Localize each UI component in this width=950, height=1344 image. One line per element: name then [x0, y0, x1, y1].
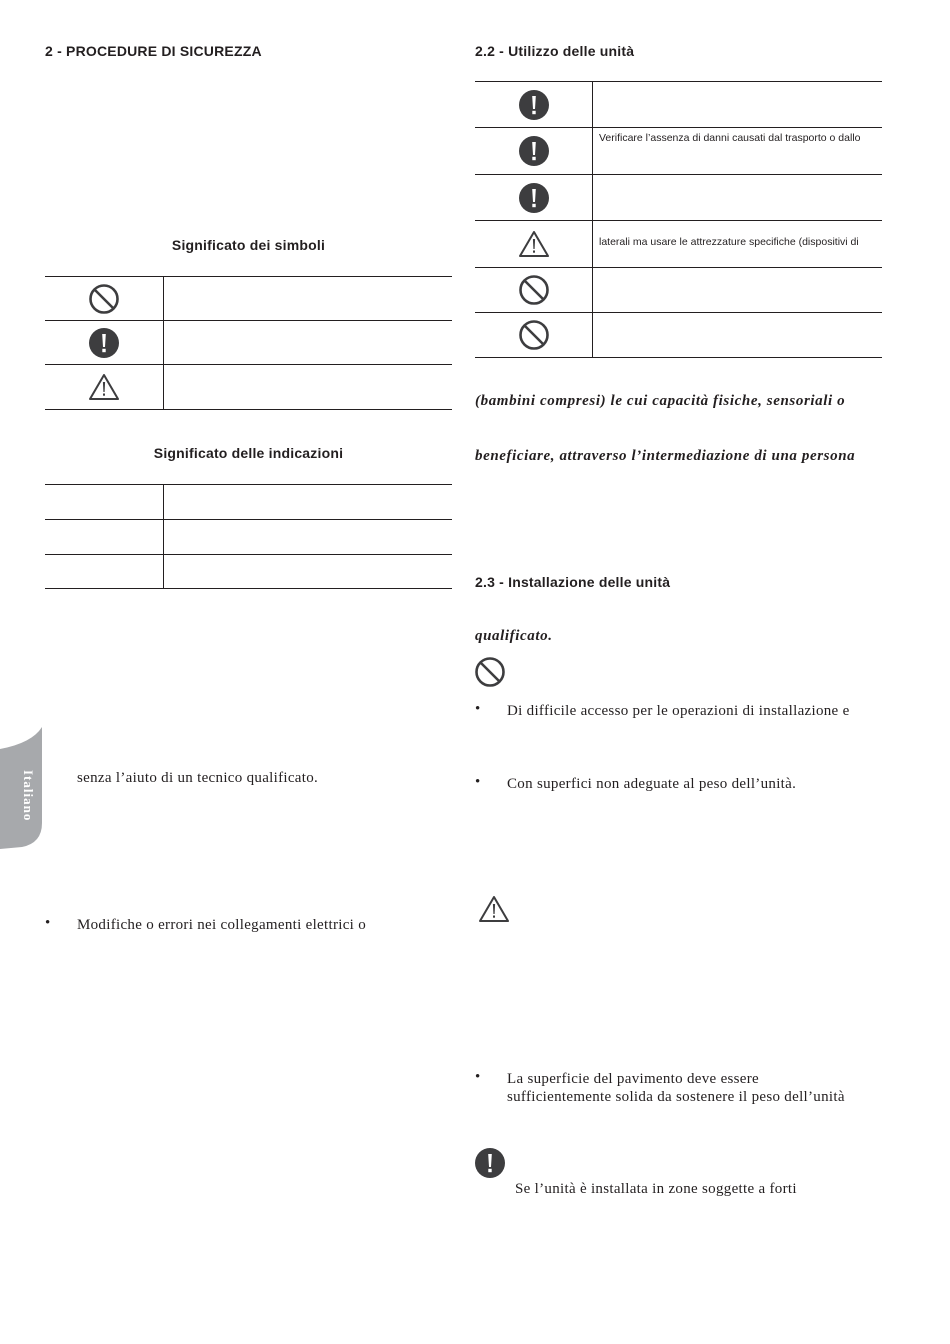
indication-text	[164, 520, 452, 554]
paragraph-strong-winds: Se l’unità è installata in zone soggette a forti	[515, 1181, 797, 1197]
usage-table-row	[475, 221, 882, 268]
indications-table-row	[45, 520, 452, 555]
usage-table-row	[475, 268, 882, 313]
prohibition-icon	[475, 313, 593, 357]
symbols-table-title: Significato dei simboli	[171, 237, 326, 253]
exclamation-icon	[475, 82, 593, 127]
bullet-marker: •	[475, 774, 481, 790]
italic-line-children: (bambini compresi) le cui capacità fisiche, sensoriali o	[475, 393, 846, 409]
usage-table-text	[593, 175, 882, 220]
section-title-procedure-sicurezza: 2 - PROCEDURE DI SICUREZZA	[45, 43, 262, 59]
warning-triangle-icon	[478, 895, 510, 923]
symbols-table-row	[45, 277, 452, 321]
indication-label	[45, 485, 164, 519]
indication-label	[45, 555, 164, 588]
usage-table-text: Verificare l’assenza di danni causati dal trasporto o dallo	[599, 132, 861, 144]
usage-table-text	[593, 82, 882, 127]
usage-table-text	[593, 313, 882, 357]
paragraph-technician: senza l’aiuto di un tecnico qualificato.	[77, 770, 319, 786]
prohibition-icon	[475, 268, 593, 312]
language-tab-label: Italiano	[21, 770, 36, 822]
indication-text	[164, 485, 452, 519]
bullet-marker: •	[475, 701, 481, 717]
symbols-table-text	[164, 365, 452, 409]
bullet-floor-line1: La superficie del pavimento deve essere	[507, 1071, 760, 1087]
indications-table-row	[45, 555, 452, 589]
usage-table	[475, 81, 882, 358]
exclamation-icon	[45, 321, 164, 364]
bullet-difficult-access: Di difficile accesso per le operazioni di installazione e	[507, 703, 850, 719]
italic-line-beneficiare: beneficiare, attraverso l’intermediazione di una persona	[475, 448, 856, 464]
bullet-floor-line2: sufficientemente solida da sostenere il peso dell’unità	[507, 1089, 845, 1105]
symbols-table-text	[164, 277, 452, 320]
bullet-marker: •	[45, 915, 51, 931]
warning-triangle-icon	[475, 221, 593, 267]
bullet-surfaces: Con superfici non adeguate al peso dell’unità.	[507, 776, 797, 792]
italic-qualificato: qualificato.	[475, 628, 553, 644]
exclamation-icon	[474, 1147, 506, 1179]
exclamation-icon	[475, 175, 593, 220]
section-title-utilizzo: 2.2 - Utilizzo delle unità	[475, 43, 635, 59]
usage-table-row	[475, 128, 882, 175]
exclamation-icon	[475, 128, 593, 174]
indication-text	[164, 555, 452, 588]
symbols-table	[45, 276, 452, 410]
warning-triangle-icon	[45, 365, 164, 409]
section-title-installazione: 2.3 - Installazione delle unità	[475, 574, 671, 590]
symbols-table-row	[45, 365, 452, 410]
symbols-table-text	[164, 321, 452, 364]
prohibition-icon	[474, 656, 506, 688]
usage-table-text	[593, 268, 882, 312]
usage-table-text: laterali ma usare le attrezzature specifiche (dispositivi di	[599, 236, 859, 248]
bullet-marker: •	[475, 1069, 481, 1085]
indications-table-title: Significato delle indicazioni	[153, 445, 344, 461]
usage-table-row	[475, 82, 882, 128]
indication-label	[45, 520, 164, 554]
indications-table-row	[45, 485, 452, 520]
indications-table	[45, 484, 452, 589]
symbols-table-row	[45, 321, 452, 365]
prohibition-icon	[45, 277, 164, 320]
usage-table-row	[475, 313, 882, 358]
usage-table-row	[475, 175, 882, 221]
bullet-modifications: Modifiche o errori nei collegamenti elettrici o	[77, 917, 366, 933]
